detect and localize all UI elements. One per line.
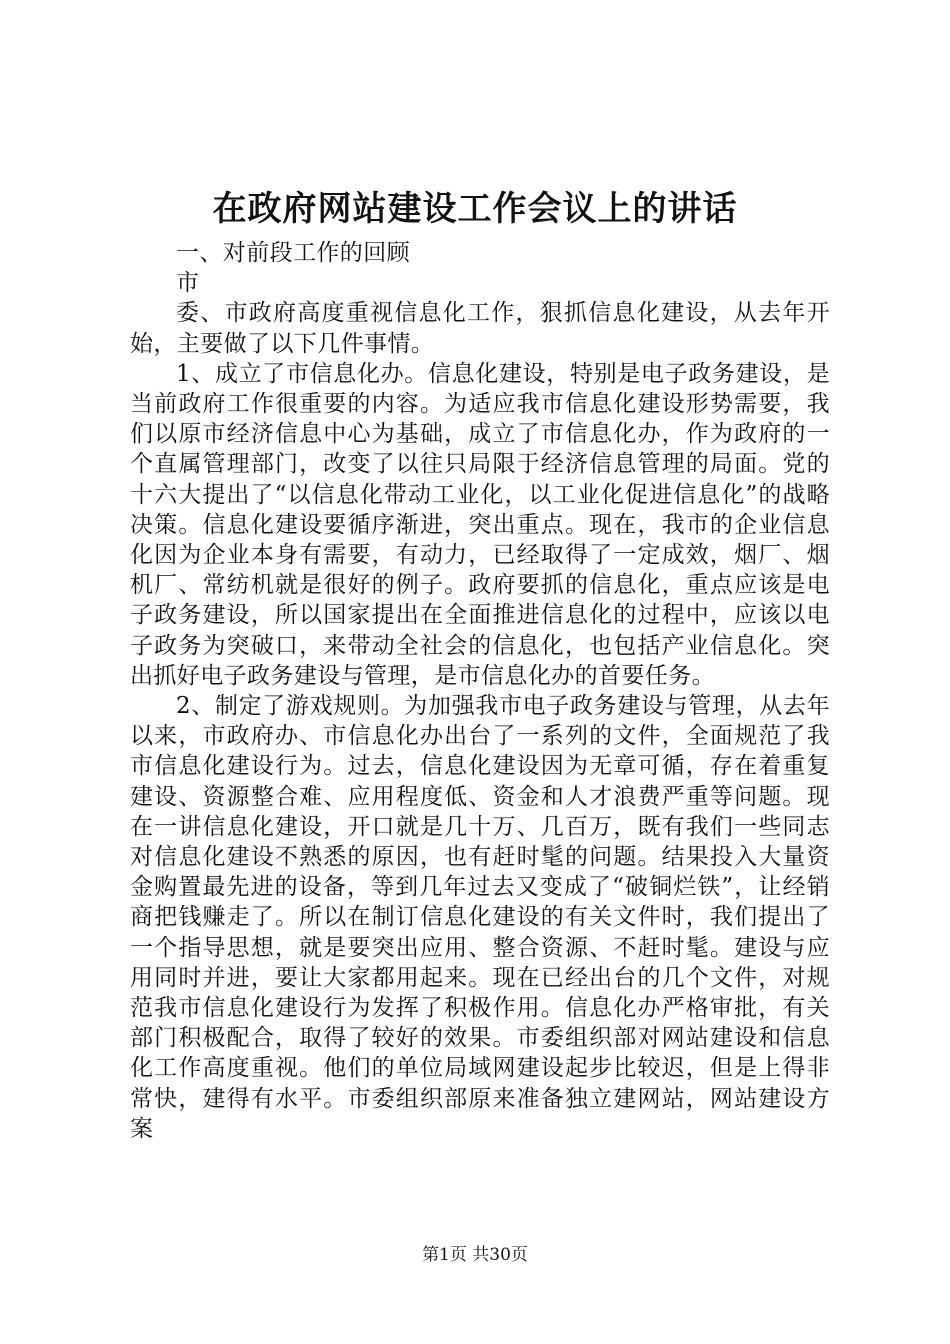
paragraph-item-1: 1、成立了市信息化办。信息化建设，特别是电子政务建设，是当前政府工作很重要的内容。为适应我市信息化建设形势需要，我们以原市经济信息中心为基础，成立了市信息化办，作为政府的一个直属管理部门，改变了以往只局限于经济信息管理的局面。党的十六大提出了“以信息化带动工业化，以工业化促进信息化”的战略决策。信息化建设要循序渐进，突出重点。现在，我市的企业信息化因为企业本身有需要，有动力，已经取得了一定成效，烟厂、烟机厂、常纺机就是很好的例子。政府要抓的信息化，重点应该是电子政务建设，所以国家提出在全面推进信息化的过程中，应该以电子政务为突破口，来带动全社会的信息化，也包括产业信息化。突出抓好电子政务建设与管理，是市信息化办的首要任务。: [130, 360, 830, 689]
section-heading: 一、对前段工作的回顾: [176, 240, 410, 266]
document-body: [130, 238, 830, 1144]
paragraph-item-2: 2、制定了游戏规则。为加强我市电子政务建设与管理，从去年以来，市政府办、市信息化办出台了一系列的文件，全面规范了我市信息化建设行为。过去，信息化建设因为无章可循，存在着重复建设、资源整合难、应用程度低、资金和人才浪费严重等问题。现在一讲信息化建设，开口就是几十万、几百万，既有我们一些同志对信息化建设不熟悉的原因，也有赶时髦的问题。结果投入大量资金购置最先进的设备，等到几年过去又变成了“破铜烂铁”，让经销商把钱赚走了。所以在制订信息化建设的有关文件时，我们提出了一个指导思想，就是要突出应用、整合资源、不赶时髦。建设与应用同时并进，要让大家都用起来。现在已经出台的几个文件，对规范我市信息化建设行为发挥了积极作用。信息化办严格审批，有关部门积极配合，取得了较好的效果。市委组织部对网站建设和信息化工作高度重视。他们的单位局域网建设起步比较迟，但是上得非常快，建得有水平。市委组织部原来准备独立建网站，网站建设方案: [130, 693, 830, 1142]
document-title: 在政府网站建设工作会议上的讲话: [212, 189, 738, 229]
page-footer: 第1页 共30页: [422, 1245, 528, 1265]
paragraph-intro: 委、市政府高度重视信息化工作，狠抓信息化建设，从去年开始，主要做了以下几件事情。: [130, 300, 830, 357]
lead-character: 市: [176, 270, 200, 297]
